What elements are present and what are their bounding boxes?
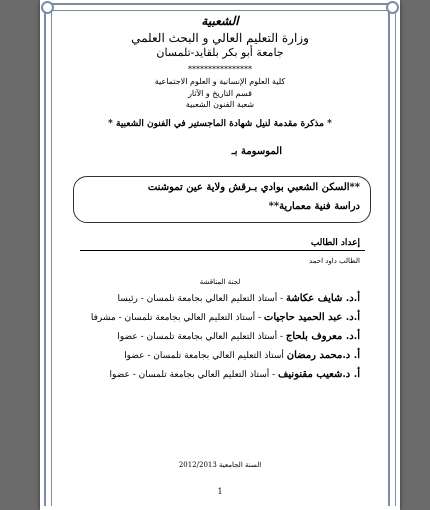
document-page bbox=[40, 0, 400, 510]
thesis-title-line2: دراسة فنية معمارية** bbox=[268, 201, 360, 212]
header-line1: الشعبية bbox=[201, 14, 239, 28]
committee-member: أ. د.شعيب مقنونيف - أستاذ التعليم العالي بجامعة تلمسان - عضوا bbox=[109, 369, 360, 380]
titled-label: الموسومة بـ bbox=[231, 146, 282, 157]
academic-year: السنة الجامعية 2012/2013 bbox=[178, 461, 262, 469]
department-name: قسم التاريخ و الآثار bbox=[188, 89, 252, 98]
faculty-name: كلية العلوم الإنسانية و العلوم الاجتماعية bbox=[154, 77, 286, 86]
prepared-by-label: إعداد الطالب bbox=[310, 238, 360, 248]
page-border-top bbox=[44, 3, 396, 11]
student-name: الطالب داود احمد bbox=[309, 257, 360, 265]
university-name: جامعة أبو بكر بلقايد-تلمسان bbox=[156, 46, 284, 59]
border-corner-ornament bbox=[386, 1, 399, 14]
ministry-name: وزارة التعليم العالي و البحث العلمي bbox=[131, 31, 309, 45]
committee-member: أ.د. معروف بلحاج - أستاذ التعليم العالي بجامعة تلمسان - عضوا bbox=[117, 331, 360, 342]
branch-name: شعبة الفنون الشعبية bbox=[185, 100, 255, 109]
committee-member: أ.د. شايف عكاشة - أستاذ التعليم العالي بجامعة تلمسان - رئيسا bbox=[117, 293, 360, 304]
separator-line bbox=[80, 250, 365, 251]
committee-member: أ.د. عبد الحميد حاجيات - أستاذ التعليم العالي بجامعة تلمسان - مشرفا bbox=[90, 312, 360, 323]
committee-member: أ. د.محمد رمضان أستاذ التعليم العالي بجامعة تلمسان - عضوا bbox=[124, 350, 360, 361]
stars-divider: **************** bbox=[188, 65, 252, 74]
thesis-note: * مذكرة مقدمة لنيل شهادة الماجستير في الفنون الشعبية * bbox=[108, 119, 332, 129]
thesis-title-line1: **السكن الشعبي بوادي بـرقش ولاية عين تموشنت bbox=[147, 182, 360, 193]
border-corner-ornament bbox=[41, 1, 54, 14]
page-number: 1 bbox=[217, 487, 223, 496]
committee-label: لجنة المناقشة bbox=[199, 278, 241, 286]
